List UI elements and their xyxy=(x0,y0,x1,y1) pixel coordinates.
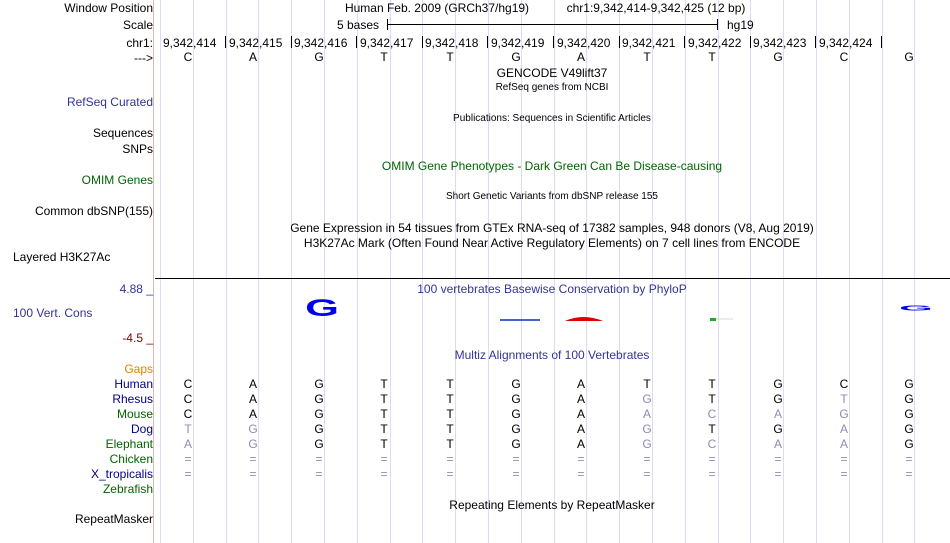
sequence-base: G xyxy=(904,50,914,64)
position-label: 9,342,415 xyxy=(229,36,283,50)
alignment-base: = xyxy=(380,467,388,481)
alignment-base: G xyxy=(248,422,258,436)
position-tick xyxy=(881,36,882,48)
position-tick xyxy=(291,36,292,48)
sequence-base: T xyxy=(446,50,454,64)
alignment-base: G xyxy=(904,422,914,436)
species-label[interactable]: Zebrafish xyxy=(102,482,153,496)
alignment-base: C xyxy=(707,407,717,421)
grid-line xyxy=(685,0,686,543)
position-tick xyxy=(422,36,423,48)
alignment-base: A xyxy=(773,407,783,421)
species-label[interactable]: Chicken xyxy=(109,452,153,466)
position-tick xyxy=(815,36,816,48)
alignment-base: G xyxy=(642,392,652,406)
publications-description: Publications: Sequences in Scientific Articles xyxy=(453,113,651,124)
alignment-base: T xyxy=(380,422,388,436)
scale-bar-right-cap xyxy=(717,19,718,30)
position-tick xyxy=(553,36,554,48)
grid-line xyxy=(783,0,784,543)
grid-line xyxy=(718,0,719,543)
grid-line xyxy=(226,0,227,543)
alignment-base: C xyxy=(183,407,193,421)
alignment-base: G xyxy=(773,392,783,406)
position-tick xyxy=(225,36,226,48)
assembly-title: Human Feb. 2009 (GRCh37/hg19) xyxy=(344,1,530,15)
alignment-base: T xyxy=(708,392,716,406)
grid-line xyxy=(849,0,850,543)
alignment-base: G xyxy=(773,377,783,391)
conservation-green-mark xyxy=(710,318,716,321)
conservation-letter-g: G xyxy=(305,296,339,322)
species-label[interactable]: Elephant xyxy=(105,437,153,451)
alignment-base: = xyxy=(446,467,454,481)
alignment-base: = xyxy=(512,467,520,481)
conservation-bar xyxy=(500,319,540,321)
alignment-base: G xyxy=(314,392,324,406)
species-label[interactable]: Mouse xyxy=(116,407,153,421)
alignment-base: = xyxy=(643,452,651,466)
alignment-base: = xyxy=(184,452,192,466)
alignment-base: G xyxy=(904,377,914,391)
conservation-letter-g-small: G xyxy=(899,303,933,313)
alignment-base: T xyxy=(446,437,454,451)
alignment-base: A xyxy=(839,422,849,436)
position-tick xyxy=(356,36,357,48)
species-label[interactable]: Dog xyxy=(130,422,153,436)
alignment-base: A xyxy=(576,407,586,421)
sequence-base: G xyxy=(511,50,521,64)
position-label: 9,342,418 xyxy=(425,36,479,50)
grid-line xyxy=(193,0,194,543)
alignment-base: C xyxy=(183,392,193,406)
alignment-base: = xyxy=(315,452,323,466)
alignment-base: G xyxy=(773,422,783,436)
alignment-base: T xyxy=(708,422,716,436)
grid-line xyxy=(455,0,456,543)
scale-bar-left-cap xyxy=(387,19,388,30)
cons-max-label: 4.88 _ xyxy=(119,282,153,296)
track-separator xyxy=(155,278,950,279)
position-label: 9,342,421 xyxy=(622,36,676,50)
alignment-base: A xyxy=(248,407,258,421)
alignment-base: G xyxy=(904,392,914,406)
alignment-base: T xyxy=(184,422,192,436)
alignment-base: G xyxy=(248,437,258,451)
window-position-label: Window Position xyxy=(64,1,153,15)
alignment-base: G xyxy=(642,422,652,436)
grid-line xyxy=(357,0,358,543)
grid-line xyxy=(914,0,915,543)
alignment-base: T xyxy=(446,377,454,391)
alignment-base: = xyxy=(249,467,257,481)
grid-line xyxy=(390,0,391,543)
alignment-base: A xyxy=(576,377,586,391)
position-label: 9,342,423 xyxy=(753,36,807,50)
alignment-base: T xyxy=(380,377,388,391)
alignment-base: G xyxy=(314,422,324,436)
species-label[interactable]: X_tropicalis xyxy=(90,467,153,481)
alignment-base: A xyxy=(248,377,258,391)
conservation-plot xyxy=(155,296,950,336)
alignment-base: G xyxy=(642,437,652,451)
alignment-base: T xyxy=(446,422,454,436)
grid-line xyxy=(750,0,751,543)
db-label: hg19 xyxy=(727,18,754,32)
alignment-base: = xyxy=(774,452,782,466)
grid-line xyxy=(324,0,325,543)
position-tick xyxy=(487,36,488,48)
grid-line xyxy=(160,0,161,543)
track-label-sequences[interactable]: Sequences xyxy=(92,126,153,140)
alignment-base: A xyxy=(248,392,258,406)
grid-line xyxy=(619,0,620,543)
alignment-base: T xyxy=(446,407,454,421)
alignment-base: A xyxy=(576,392,586,406)
alignment-base: C xyxy=(183,377,193,391)
alignment-base: T xyxy=(380,437,388,451)
dbsnp-description: Short Genetic Variants from dbSNP release 155 xyxy=(446,191,658,202)
sequence-base: G xyxy=(773,50,783,64)
alignment-base: = xyxy=(577,452,585,466)
alignment-base: T xyxy=(643,377,651,391)
alignment-base: = xyxy=(577,467,585,481)
sequence-base: T xyxy=(708,50,716,64)
track-label-dbsnp[interactable]: Common dbSNP(155) xyxy=(34,204,153,218)
alignment-base: G xyxy=(904,437,914,451)
sequence-base: T xyxy=(380,50,388,64)
alignment-base: A xyxy=(642,407,652,421)
refseq-description: RefSeq genes from NCBI xyxy=(495,82,609,93)
alignment-base: G xyxy=(511,422,521,436)
alignment-base: G xyxy=(314,407,324,421)
alignment-base: = xyxy=(446,452,454,466)
alignment-base: = xyxy=(249,452,257,466)
alignment-base: = xyxy=(184,467,192,481)
sequence-base: C xyxy=(839,50,849,64)
grid-line xyxy=(258,0,259,543)
label-divider xyxy=(153,0,154,543)
alignment-base: A xyxy=(183,437,193,451)
alignment-base: G xyxy=(511,377,521,391)
sequence-base: C xyxy=(183,50,193,64)
alignment-base: A xyxy=(576,437,586,451)
grid-line xyxy=(488,0,489,543)
grid-line xyxy=(816,0,817,543)
scale-label: Scale xyxy=(122,18,153,32)
alignment-base: = xyxy=(905,467,913,481)
chrom-label: chr1: xyxy=(126,36,153,50)
alignment-base: T xyxy=(708,377,716,391)
gtex-description: Gene Expression in 54 tissues from GTEx RNA-seq of 17382 samples, 948 donors (V8, Aug 2019) xyxy=(290,221,814,235)
grid-line xyxy=(291,0,292,543)
sequence-base: A xyxy=(576,50,586,64)
position-tick xyxy=(750,36,751,48)
sequence-base: A xyxy=(248,50,258,64)
grid-line xyxy=(882,0,883,543)
alignment-base: G xyxy=(314,377,324,391)
position-label: 9,342,414 xyxy=(163,36,217,50)
species-label[interactable]: Rhesus xyxy=(112,392,153,406)
sequence-base: G xyxy=(314,50,324,64)
position-tick xyxy=(684,36,685,48)
position-tick xyxy=(619,36,620,48)
position-range: chr1:9,342,414-9,342,425 (12 bp) xyxy=(566,1,746,15)
position-label: 9,342,416 xyxy=(294,36,348,50)
alignment-base: = xyxy=(840,452,848,466)
alignment-base: = xyxy=(315,467,323,481)
alignment-base: C xyxy=(707,437,717,451)
position-label: 9,342,420 xyxy=(557,36,611,50)
phylop-description: 100 vertebrates Basewise Conservation by PhyloP xyxy=(417,282,687,296)
alignment-base: G xyxy=(511,392,521,406)
alignment-base: T xyxy=(380,392,388,406)
position-label: 9,342,417 xyxy=(360,36,414,50)
position-label: 9,342,419 xyxy=(491,36,545,50)
alignment-base: A xyxy=(576,422,586,436)
alignment-base: = xyxy=(774,467,782,481)
scale-bar xyxy=(387,24,718,25)
alignment-base: = xyxy=(905,452,913,466)
species-label[interactable]: Human xyxy=(114,377,153,391)
alignment-base: = xyxy=(840,467,848,481)
alignment-base: G xyxy=(839,407,849,421)
alignment-base: = xyxy=(708,452,716,466)
alignment-base: G xyxy=(511,407,521,421)
alignment-base: T xyxy=(446,392,454,406)
alignment-base: T xyxy=(840,392,848,406)
multiz-description: Multiz Alignments of 100 Vertebrates xyxy=(454,348,650,362)
track-label-h3k27ac[interactable]: Layered H3K27Ac xyxy=(13,250,111,264)
cons-min-label: -4.5 _ xyxy=(122,331,153,345)
gencode-title[interactable]: GENCODE V49lift37 xyxy=(496,66,608,80)
track-label-gaps[interactable]: Gaps xyxy=(124,362,153,376)
alignment-base: = xyxy=(643,467,651,481)
track-label-omim[interactable]: OMIM Genes xyxy=(81,173,153,187)
position-label: 9,342,424 xyxy=(819,36,873,50)
track-label-refseq[interactable]: RefSeq Curated xyxy=(66,95,153,109)
alignment-base: = xyxy=(708,467,716,481)
track-label-snps[interactable]: SNPs xyxy=(122,142,153,156)
alignment-base: A xyxy=(839,437,849,451)
omim-description: OMIM Gene Phenotypes - Dark Green Can Be Disease-causing xyxy=(381,159,723,173)
h3k27ac-description: H3K27Ac Mark (Often Found Near Active Regulatory Elements) on 7 cell lines from ENCODE xyxy=(303,236,801,250)
alignment-base: = xyxy=(512,452,520,466)
alignment-base: G xyxy=(904,407,914,421)
sequence-base: T xyxy=(643,50,651,64)
track-label-repeatmasker[interactable]: RepeatMasker xyxy=(74,512,153,526)
strand-label: ---> xyxy=(134,51,153,65)
scale-text: 5 bases xyxy=(337,18,380,32)
alignment-base: A xyxy=(773,437,783,451)
alignment-base: G xyxy=(314,437,324,451)
alignment-base: G xyxy=(511,437,521,451)
repeatmasker-description: Repeating Elements by RepeatMasker xyxy=(449,498,655,512)
position-label: 9,342,422 xyxy=(688,36,742,50)
alignment-base: = xyxy=(380,452,388,466)
alignment-base: C xyxy=(839,377,849,391)
track-label-cons[interactable]: 100 Vert. Cons xyxy=(13,306,93,320)
grid-line xyxy=(652,0,653,543)
alignment-base: T xyxy=(380,407,388,421)
conservation-bump xyxy=(565,317,603,321)
grid-line xyxy=(422,0,423,543)
